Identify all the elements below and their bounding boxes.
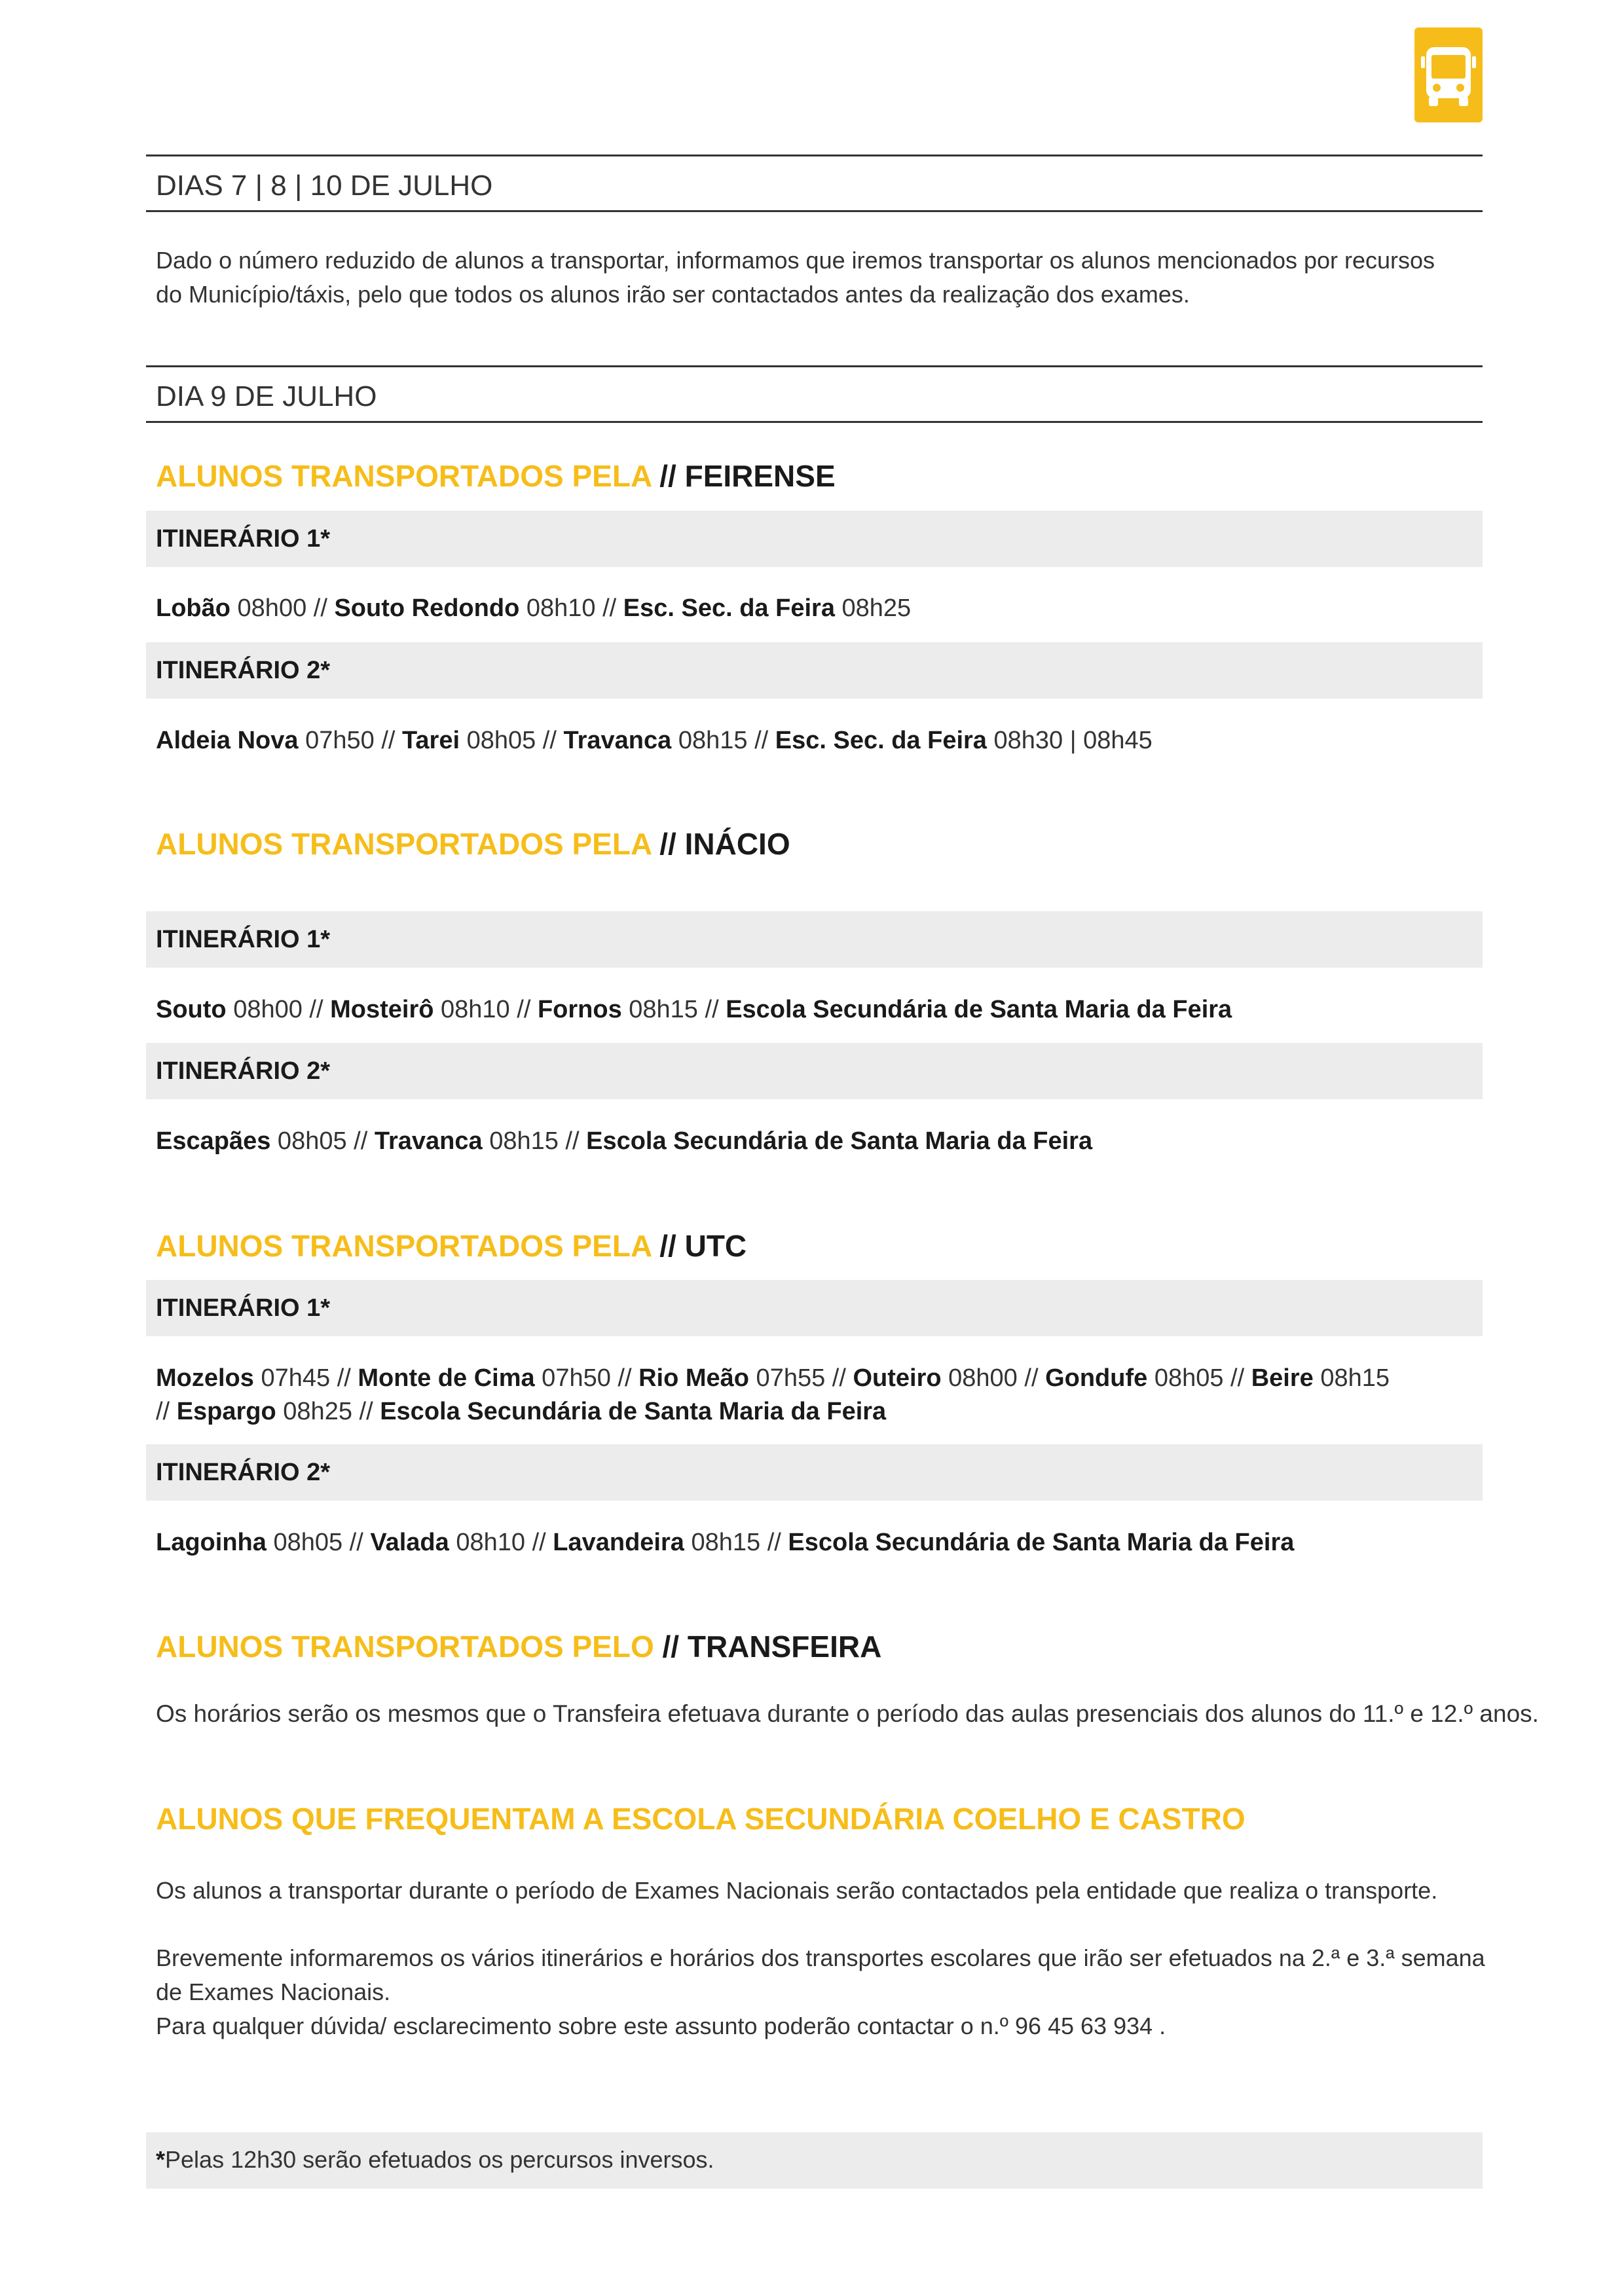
- heading-prefix: ALUNOS TRANSPORTADOS PELA: [156, 1229, 652, 1263]
- route-separator: //: [374, 727, 402, 754]
- stop-name: Espargo: [176, 1398, 276, 1425]
- itinerary-bar: [146, 1444, 1483, 1501]
- stop-time: 07h55: [749, 1364, 826, 1392]
- route-separator: //: [825, 1364, 853, 1392]
- stop-name: Fornos: [537, 996, 622, 1023]
- heading-prefix: ALUNOS TRANSPORTADOS PELO: [156, 1630, 654, 1664]
- route-line: [156, 1124, 1092, 1158]
- itinerary-label: ITINERÁRIO 1*: [156, 525, 331, 553]
- stop-name: Valada: [370, 1529, 449, 1556]
- heading-prefix: ALUNOS TRANSPORTADOS PELA: [156, 459, 652, 493]
- heading-utc: [156, 1231, 747, 1261]
- stop-time: 07h50: [298, 727, 375, 754]
- stop-name: Lagoinha: [156, 1529, 267, 1556]
- heading-inacio: [156, 829, 790, 859]
- stop-name: Mozelos: [156, 1364, 254, 1392]
- stop-name: Esc. Sec. da Feira: [623, 594, 835, 622]
- stop-name: Outeiro: [853, 1364, 942, 1392]
- route-separator: //: [509, 996, 538, 1023]
- paragraph-line: Brevemente informaremos os vários itinerários e horários dos transportes escolares que irão ser efetuados na 2.ª e 3.ª semana: [156, 1944, 1485, 1971]
- stop-name: Beire: [1251, 1364, 1314, 1392]
- stop-time: 08h15: [684, 1529, 761, 1556]
- route-line: [156, 1361, 1390, 1395]
- coelho-paragraph-2: [156, 1941, 1485, 2043]
- footnote-star: *: [156, 2146, 166, 2173]
- divider: [146, 365, 1483, 367]
- itinerary-bar: [146, 511, 1483, 567]
- stop-time: 08h05: [1147, 1364, 1224, 1392]
- itinerary-label: ITINERÁRIO 1*: [156, 926, 331, 953]
- heading-separator: //: [659, 459, 676, 493]
- itinerary-label: ITINERÁRIO 1*: [156, 1294, 331, 1322]
- section-title-dias-7-8-10: DIAS 7 | 8 | 10 DE JULHO: [156, 170, 493, 202]
- route-separator: //: [536, 727, 564, 754]
- route-line: [156, 723, 1153, 757]
- stop-name: Escola Secundária de Santa Maria da Feira: [788, 1529, 1295, 1556]
- stop-time: 08h25: [834, 594, 912, 622]
- stop-time: 07h45: [253, 1364, 331, 1392]
- footnote: [156, 2148, 714, 2172]
- stop-name: Escola Secundária de Santa Maria da Feira: [726, 996, 1232, 1023]
- stop-time: 08h05: [266, 1529, 343, 1556]
- transfeira-paragraph: Os horários serão os mesmos que o Transfeira efetuava durante o período das aulas presenciais dos alunos do 11.º e 12.º anos.: [156, 1700, 1539, 1727]
- stop-name: Travanca: [563, 727, 672, 754]
- contact-line: Para qualquer dúvida/ esclarecimento sobre este assunto poderão contactar o n.º 96 45 63 934 .: [156, 2013, 1166, 2039]
- company-name: INÁCIO: [684, 827, 790, 861]
- stop-time: 08h10: [434, 996, 510, 1023]
- route-separator: //: [610, 1364, 639, 1392]
- paragraph-line: do Município/táxis, pelo que todos os alunos irão ser contactados antes da realização dos exames.: [156, 281, 1190, 308]
- stop-time: 07h50: [534, 1364, 611, 1392]
- itinerary-label: ITINERÁRIO 2*: [156, 1459, 331, 1486]
- company-name: UTC: [684, 1229, 747, 1263]
- route-separator: //: [697, 996, 726, 1023]
- stop-name: Lavandeira: [553, 1529, 684, 1556]
- route-separator: //: [302, 996, 331, 1023]
- heading-title: ALUNOS QUE FREQUENTAM A ESCOLA SECUNDÁRIA COELHO E CASTRO: [156, 1802, 1246, 1836]
- stop-name: Travanca: [374, 1127, 483, 1155]
- stop-time: 08h00: [941, 1364, 1018, 1392]
- stop-name: Escola Secundária de Santa Maria da Feira: [586, 1127, 1093, 1155]
- route-separator: //: [525, 1529, 553, 1556]
- stop-name: Lobão: [156, 594, 231, 622]
- stop-name: Escapães: [156, 1127, 271, 1155]
- route-line: [156, 993, 1232, 1027]
- route-line: [156, 1525, 1294, 1559]
- section1-paragraph: [156, 244, 1435, 312]
- stop-time: 08h30 | 08h45: [986, 727, 1153, 754]
- paragraph-line: Dado o número reduzido de alunos a transportar, informamos que iremos transportar os alunos mencionados por recursos: [156, 247, 1435, 274]
- stop-time: 08h00: [230, 594, 307, 622]
- heading-feirense: [156, 461, 836, 491]
- heading-separator: //: [659, 1229, 676, 1263]
- stop-name: Aldeia Nova: [156, 727, 299, 754]
- stop-time: 08h10: [519, 594, 596, 622]
- stop-time: 08h05: [460, 727, 536, 754]
- stop-name: Souto: [156, 996, 227, 1023]
- route-separator: //: [595, 594, 623, 622]
- footnote-bar: [146, 2132, 1483, 2189]
- route-separator: //: [1223, 1364, 1251, 1392]
- bus-icon: [1414, 27, 1483, 122]
- itinerary-label: ITINERÁRIO 2*: [156, 657, 331, 684]
- stop-name: Rio Meão: [638, 1364, 749, 1392]
- stop-time: 08h15: [671, 727, 748, 754]
- stop-name: Souto Redondo: [334, 594, 520, 622]
- divider: [146, 210, 1483, 212]
- route-separator: //: [747, 727, 775, 754]
- route-separator: //: [306, 594, 335, 622]
- route-separator: //: [346, 1127, 375, 1155]
- itinerary-bar: [146, 1043, 1483, 1099]
- heading-separator: //: [662, 1630, 680, 1664]
- route-separator: //: [330, 1364, 358, 1392]
- itinerary-label: ITINERÁRIO 2*: [156, 1057, 331, 1085]
- stop-name: Monte de Cima: [358, 1364, 535, 1392]
- stop-name: Tarei: [402, 727, 460, 754]
- route-line: [156, 591, 911, 625]
- itinerary-bar: [146, 1280, 1483, 1336]
- heading-prefix: ALUNOS TRANSPORTADOS PELA: [156, 827, 652, 861]
- stop-time: 08h10: [449, 1529, 526, 1556]
- divider: [146, 421, 1483, 423]
- route-separator: //: [760, 1529, 788, 1556]
- heading-transfeira: [156, 1631, 881, 1662]
- footnote-text: Pelas 12h30 serão efetuados os percursos inversos.: [165, 2146, 714, 2173]
- paragraph-line: de Exames Nacionais.: [156, 1978, 391, 2005]
- route-line: [156, 1394, 886, 1429]
- stop-time: 08h25: [276, 1398, 352, 1425]
- coelho-paragraph-1: Os alunos a transportar durante o período de Exames Nacionais serão contactados pela entidade que realiza o transporte.: [156, 1877, 1438, 1904]
- stop-name: Gondufe: [1045, 1364, 1148, 1392]
- stop-name: Escola Secundária de Santa Maria da Feira: [380, 1398, 887, 1425]
- route-separator: //: [156, 1398, 177, 1425]
- heading-coelho-castro: [156, 1804, 1246, 1834]
- itinerary-bar: [146, 911, 1483, 968]
- stop-time: 08h15: [621, 996, 698, 1023]
- route-separator: //: [342, 1529, 371, 1556]
- section-title-dia-9: DIA 9 DE JULHO: [156, 380, 377, 412]
- stop-time: 08h00: [226, 996, 303, 1023]
- route-separator: //: [558, 1127, 587, 1155]
- itinerary-bar: [146, 642, 1483, 699]
- stop-time: 08h05: [270, 1127, 347, 1155]
- heading-separator: //: [659, 827, 676, 861]
- route-separator: //: [1017, 1364, 1046, 1392]
- stop-name: Mosteirô: [330, 996, 434, 1023]
- stop-time: 08h15: [1313, 1364, 1390, 1392]
- stop-name: Esc. Sec. da Feira: [775, 727, 987, 754]
- company-name: FEIRENSE: [684, 459, 836, 493]
- stop-time: 08h15: [482, 1127, 559, 1155]
- company-name: TRANSFEIRA: [687, 1630, 882, 1664]
- divider: [146, 155, 1483, 156]
- route-separator: //: [352, 1398, 380, 1425]
